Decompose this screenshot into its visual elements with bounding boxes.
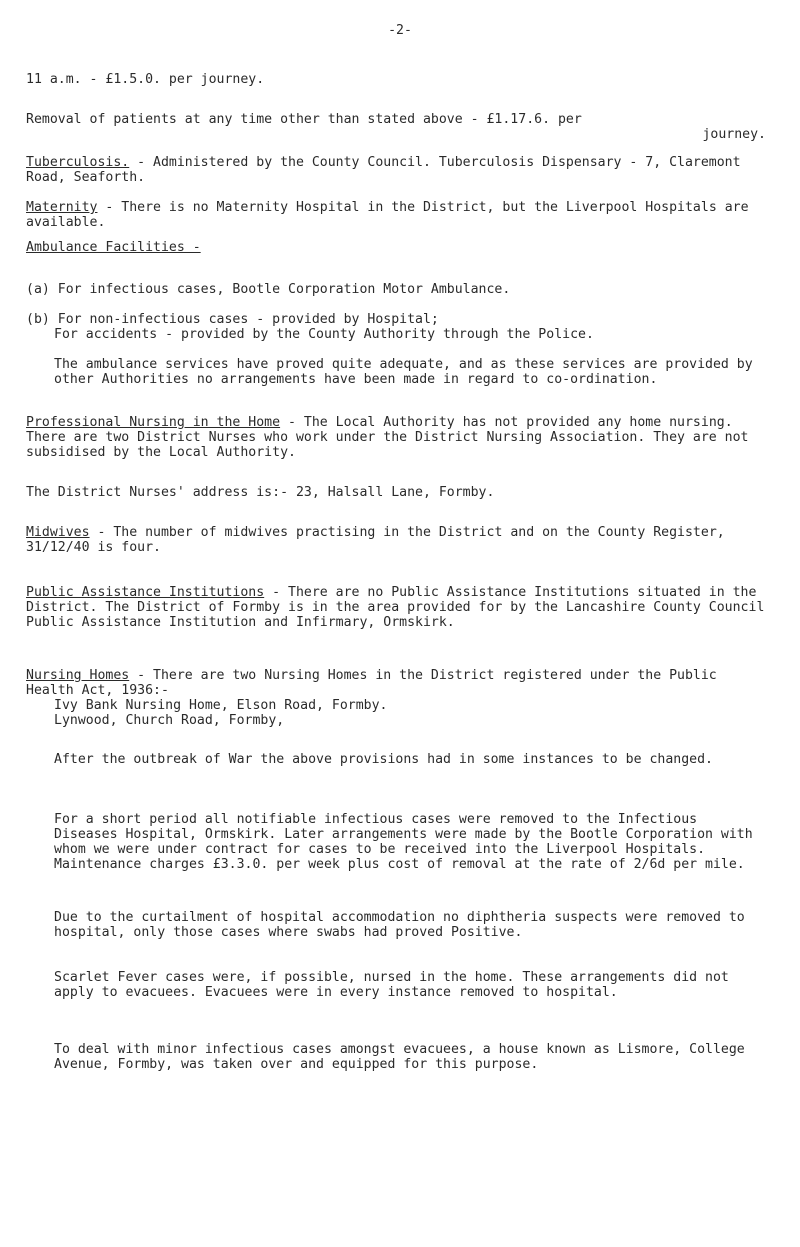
removal-text-cont: journey. [702,127,766,142]
page-number: -2- [388,23,412,38]
public-assistance-heading: Public Assistance Institutions [26,585,265,600]
midwives-text: - The number of midwives practising in the District and on the County Register, 31/12/40 is four. [26,525,733,555]
removal-charge [26,112,766,142]
maternity-text: - There is no Maternity Hospital in the District, but the Liverpool Hospitals are available. [26,200,757,230]
diphtheria-paragraph: Due to the curtailment of hospital accommodation no diphtheria suspects were removed to hospital, only those cases where swabs had proved Positive. [54,910,753,940]
scarlet-fever-paragraph: Scarlet Fever cases were, if possible, nursed in the home. These arrangements did not apply to evacuees. Evacuees were in every instance removed to hospital. [54,970,737,1000]
nursing-homes-heading: Nursing Homes [26,668,130,683]
tuberculosis-paragraph [26,155,766,185]
ambulance-item-b-line2: For accidents - provided by the County Authority through the Police. [54,327,594,342]
professional-nursing-heading: Professional Nursing in the Home [26,415,281,430]
infectious-cases-paragraph: For a short period all notifiable infectious cases were removed to the Infectious Diseases Hospital, Ormskirk. Later arrangements were made by the Bootle Corporation with whom we were under contract for cases to be received into the Liverpool Hospitals. Maintenance charges £3.3.0. per week plus cost of removal at the rate of 2/6d per mile. [54,812,761,872]
nursing-home-2: Lynwood, Church Road, Formby, [54,713,285,728]
ambulance-paragraph: The ambulance services have proved quite adequate, and as these services are provided by other Authorities no arrangements have been made in regard to co-ordination. [54,357,761,387]
tuberculosis-text: - Administered by the County Council. Tuberculosis Dispensary - 7, Claremont Road, Seaforth. [26,155,749,185]
professional-nursing-paragraph [26,415,766,460]
midwives-heading: Midwives [26,525,90,540]
ambulance-heading: Ambulance Facilities - [26,240,201,255]
ambulance-item-b-line1: (b) For non-infectious cases - provided by Hospital; [26,312,439,327]
fare-text: 11 a.m. - £1.5.0. per journey. [26,72,265,87]
ambulance-item-b [26,312,766,342]
public-assistance-paragraph [26,585,773,630]
removal-text: Removal of patients at any time other than stated above - £1.17.6. per [26,112,582,127]
public-assistance-text: - There are no Public Assistance Institutions situated in the District. The District of Formby is in the area provided for by the Lancashire County Council Public Assistance Institution and Infirmary, Ormskirk. [26,585,773,630]
fare-line [26,72,766,87]
nursing-homes-paragraph [26,668,766,698]
midwives-paragraph [26,525,766,555]
ambulance-item-a: (a) For infectious cases, Bootle Corporation Motor Ambulance. [26,282,511,297]
district-nurses-address: The District Nurses' address is:- 23, Halsall Lane, Formby. [26,485,495,500]
tuberculosis-heading: Tuberculosis. [26,155,130,170]
evacuees-paragraph: To deal with minor infectious cases amongst evacuees, a house known as Lismore, College Avenue, Formby, was taken over and equipped for this purpose. [54,1042,753,1072]
maternity-paragraph [26,200,766,230]
war-paragraph: After the outbreak of War the above provisions had in some instances to be changed. [54,752,713,767]
nursing-homes-text: - There are two Nursing Homes in the District registered under the Public Health Act, 1936:- [26,668,725,698]
nursing-home-1: Ivy Bank Nursing Home, Elson Road, Formby. [54,698,388,713]
maternity-heading: Maternity [26,200,98,215]
professional-nursing-text: - The Local Authority has not provided any home nursing. There are two District Nurses who work under the District Nursing Association. They are not subsidised by the Local Authority. [26,415,757,460]
